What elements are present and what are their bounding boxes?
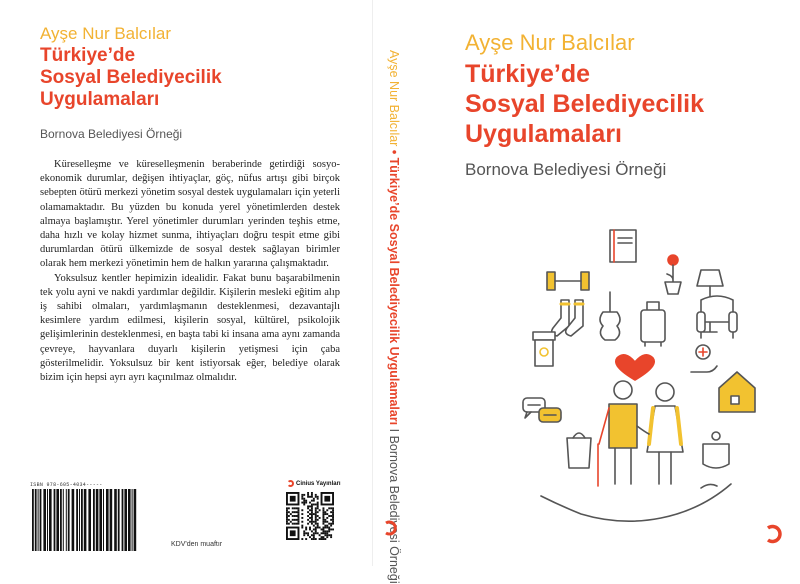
dumbbell-icon: [547, 272, 589, 290]
blurb-paragraph-1: Küreselleşme ve küreselleşmenin beraberinde getirdiği sosyo-ekonomik durumlar, değişen ihtiyaçlar, göç, nüfus artışı gibi birçok sebepten ötürü merkezi yönetim sosyal destek uygulamaları için yeterli olamamaktadır. Bu yüzden bu konuda yerel yönetimlerden destek almaya başlamıştır. Yerel yönetimler durumları yerinden teşhis etme, daha hızlı ve kolay hizmet sunma, ihtiyaçları doğru tespit etme gibi durumlardan ötürü ülkemizde de sosyal destek sağlayan birimler olarak hem merkezi yönetimin hem de halkın yararına çalışmaktadır.: [40, 159, 340, 270]
cover-illustration: [505, 212, 765, 532]
hand-icon: [541, 484, 731, 521]
spine-text: [385, 50, 403, 584]
back-author: Ayşe Nur Balcılar: [40, 24, 172, 43]
front-subtitle: Bornova Belediyesi Örneği: [465, 160, 667, 179]
publisher-logo-icon: [764, 524, 784, 544]
book-icon: [610, 230, 636, 262]
heart-icon: [616, 355, 654, 380]
spine-divider: I: [387, 425, 401, 436]
back-title-line-1: Türkiye’de: [40, 45, 136, 66]
qr-code-icon: [286, 492, 334, 540]
kdv-note: KDV'den muaftır: [171, 541, 223, 548]
isbn-text: ISBN 978-605-4034-----: [30, 482, 103, 488]
front-title-line-1: Türkiye’de: [465, 60, 591, 88]
socks-icon: [552, 300, 583, 336]
spine-title: Türkiye’de Sosyal Belediyecilik Uygulamaları: [387, 157, 401, 426]
speech-bubble-icon: [523, 398, 561, 422]
barcode-icon: [30, 489, 138, 551]
front-title-line-2: Sosyal Belediyecilik: [465, 90, 705, 118]
front-title-line-3: Uygulamaları: [465, 120, 623, 148]
medicine-icon: [691, 345, 717, 372]
back-title: [40, 45, 290, 111]
publisher-label: [287, 480, 341, 487]
front-title: [465, 59, 765, 149]
publisher-logo-icon: [287, 480, 294, 487]
spine-separator: •: [387, 146, 401, 158]
suitcase-icon: [641, 302, 665, 346]
house-icon: [719, 372, 755, 412]
publisher-logo-icon: [383, 520, 399, 536]
shopping-bag-icon: [567, 433, 591, 468]
violin-icon: [600, 292, 620, 340]
spine-author: Ayşe Nur Balcılar: [387, 50, 401, 147]
back-blurb: [40, 158, 340, 385]
back-subtitle: Bornova Belediyesi Örneği: [40, 127, 183, 141]
publisher-name: Cinius Yayınları: [296, 481, 341, 487]
blurb-paragraph-2: Yoksulsuz kentler hepimizin idealidir. Fakat bunu başarabilmenin tek yolu ayni ve nakdi yardımlar değildir. Kişilerin mesleki eğitim alıp iş sahibi olmaları, yardımlaşmanın desteklenmesi, dezavantajlı kesimlere yardım edilmesi, kişilerin sosyal, kültürel, psikolojik gelişimlerinin desteklenmesi, en başta tabi ki insana ama aynı zamanda çevreye, hayvanlara duyarlı kişilerin yetişmesi için çaba gösterilmelidir. Yoksulsuz bir kent istiyorsak eğer, belediye olarak bizim için hepsi ayrı ayrı kaçınılmaz olmalıdır.: [40, 272, 340, 384]
elderly-couple-icon: [598, 381, 683, 486]
pill-jar-icon: [533, 332, 555, 366]
spine-subtitle: Bornova Belediyesi Örneği: [387, 435, 401, 584]
front-author: Ayşe Nur Balcılar: [465, 30, 635, 55]
flower-icon: [665, 255, 681, 294]
back-title-line-2: Sosyal Belediyecilik: [40, 67, 222, 88]
purse-icon: [703, 432, 729, 468]
back-title-line-3: Uygulamaları: [40, 89, 160, 110]
